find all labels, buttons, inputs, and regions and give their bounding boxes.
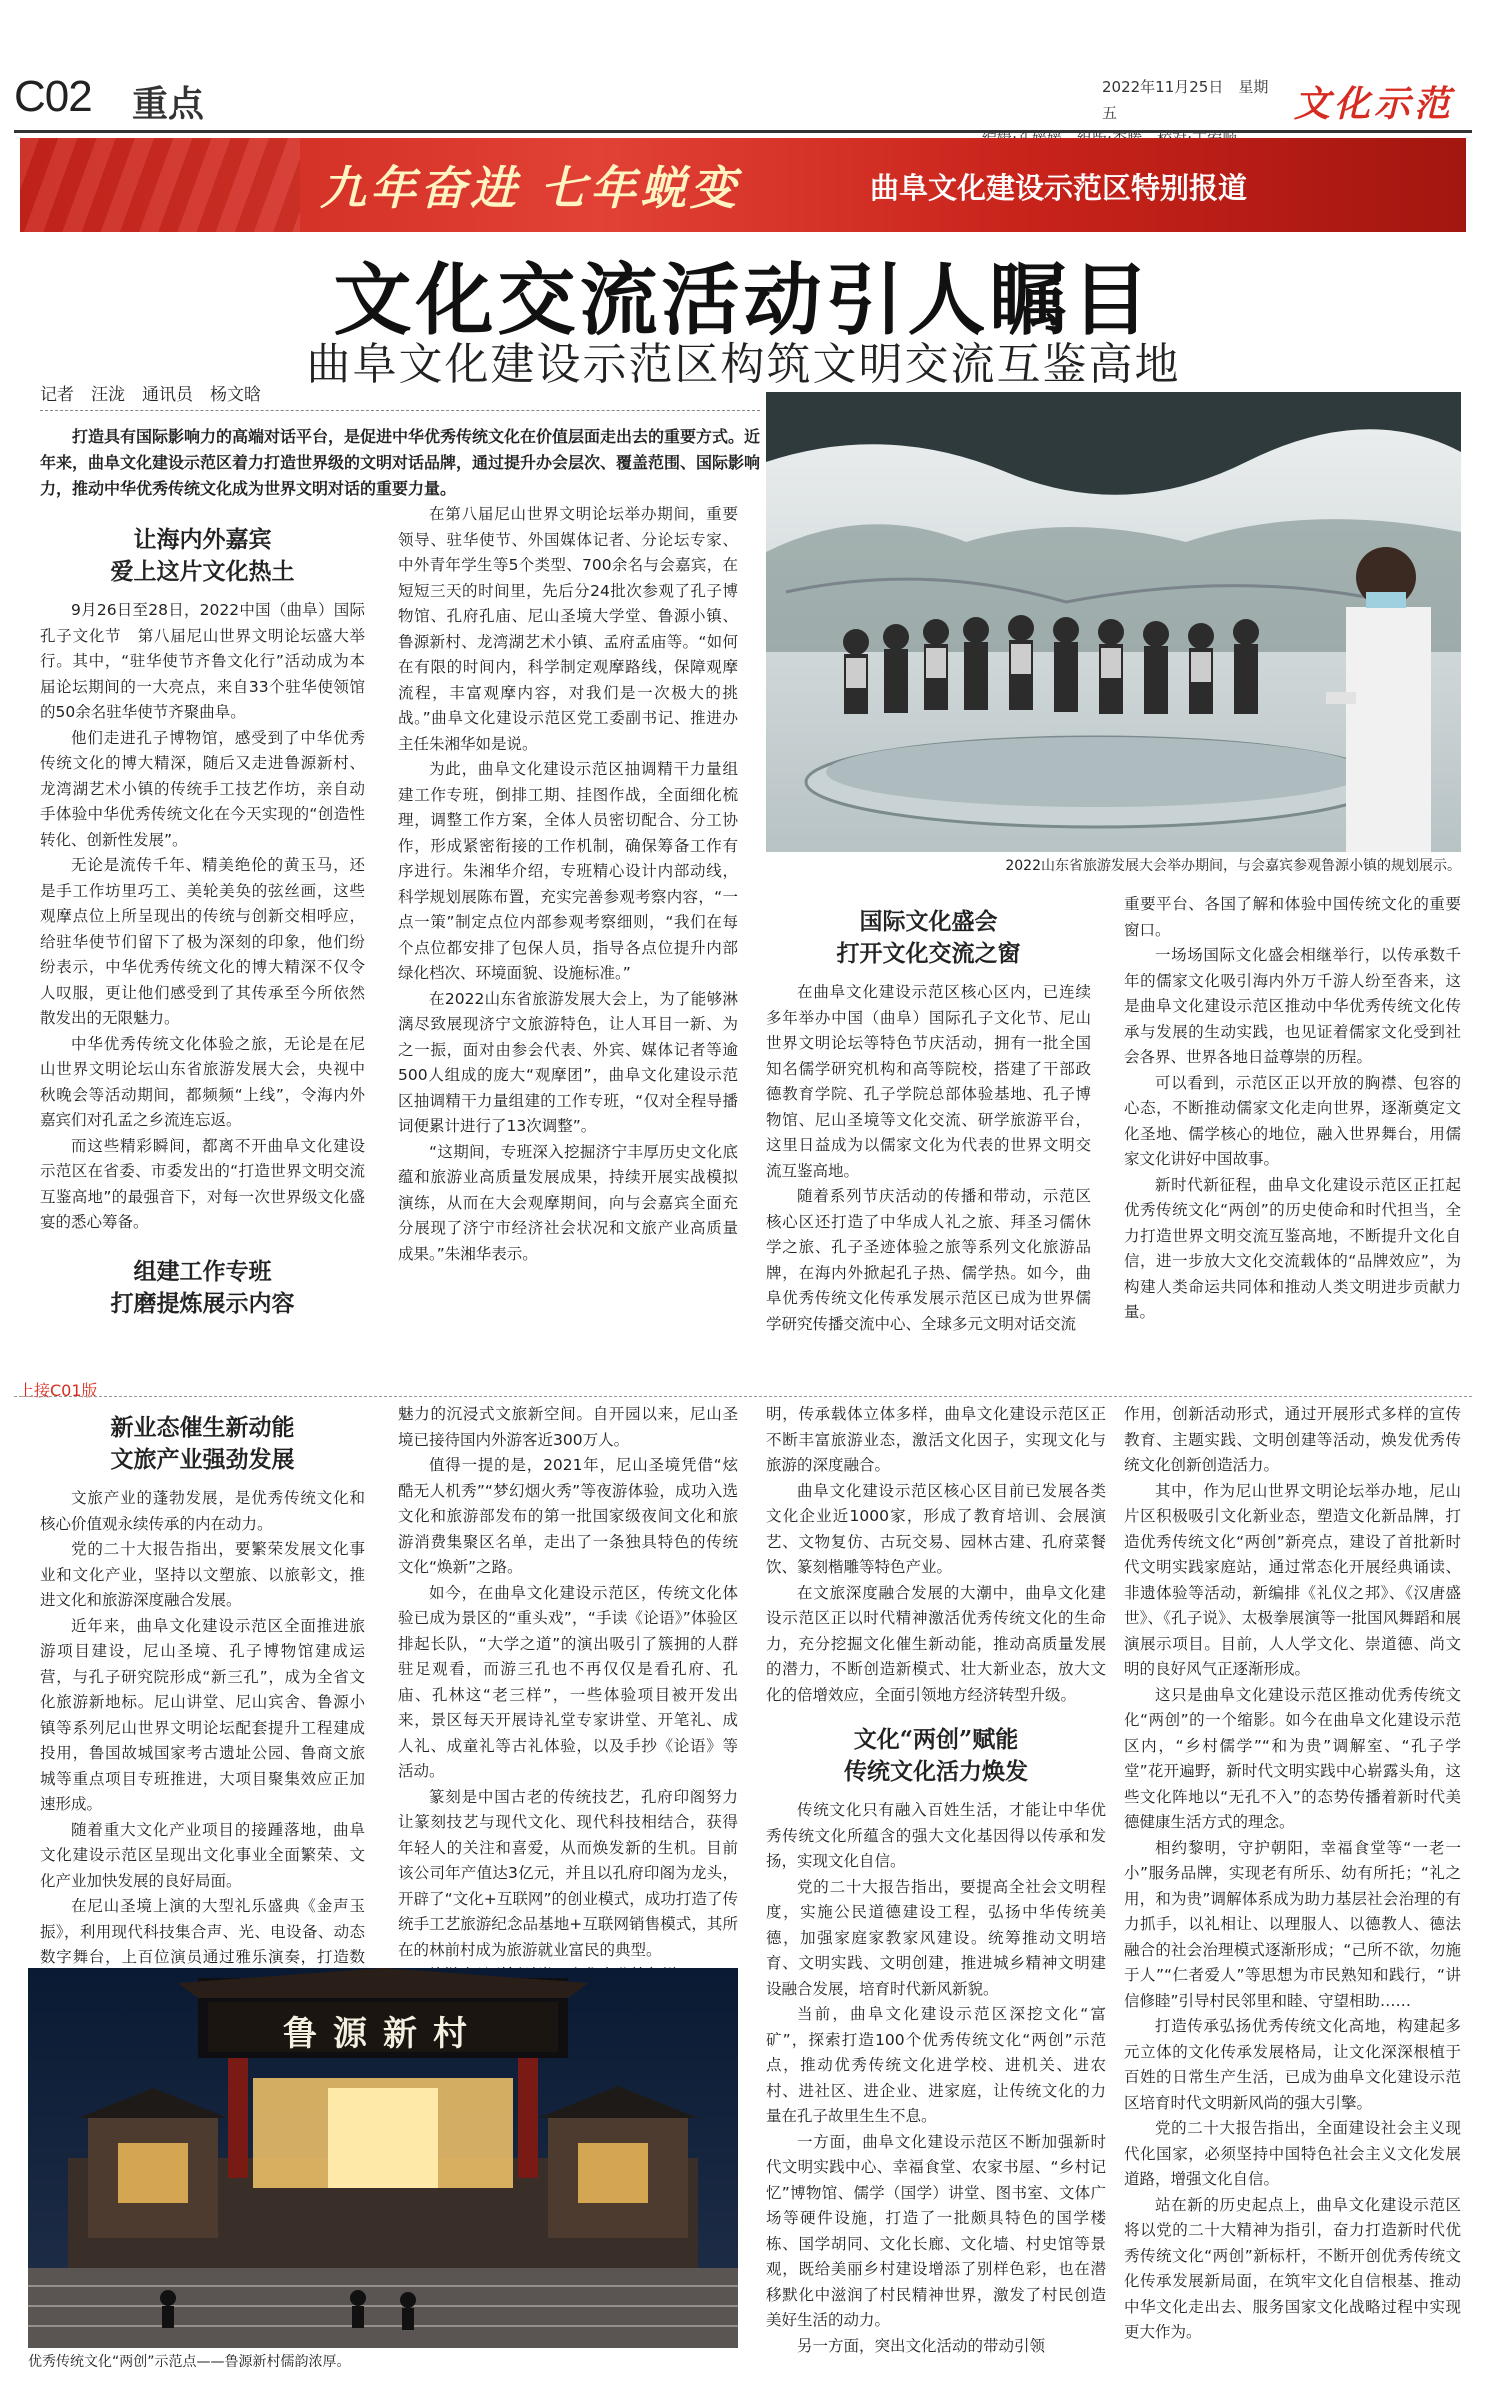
section-divider — [14, 1396, 1472, 1397]
continued-from-label: 上接C01版 — [18, 1381, 98, 1400]
subheading — [766, 906, 1091, 970]
subheading-line: 传统文化活力焕发 — [844, 1758, 1028, 1785]
paragraph: 他们走进孔子博物馆，感受到了中华优秀传统文化的博大精深，随后又走进鲁源新村、龙湾湖艺术小镇的传统手工技艺作坊，亲自动手体验中华优秀传统文化在今天实现的“创造性转化、创新性发展”。 — [40, 728, 365, 849]
paragraph: 一场场国际文化盛会相继举行，以传承数千年的儒家文化吸引海内外万千游人纷至沓来，这是曲阜文化建设示范区推动中华优秀传统文化传承与发展的生动实践，也见证着儒家文化受到社会各界、世界各地日益尊崇的历程。 — [1124, 946, 1461, 1066]
paragraph: 值得一提的是，2021年，尼山圣境凭借“炫酷无人机秀”“梦幻烟火秀”等夜游体验，成功入选文化和旅游部发布的第一批国家级夜间文化和旅游消费集聚区名单，走出了一条独具特色的传统文化“焕新”之路。 — [398, 1456, 738, 1576]
paragraph: 站在新的历史起点上，曲阜文化建设示范区将以党的二十大精神为指引，奋力打造新时代优秀传统文化“两创”新标杆，不断开创优秀传统文化传承发展新局面，在筑牢文化自信根基、推动中华文化走出去、服务国家文化战略过程中实现更大作为。 — [1124, 2195, 1461, 2341]
subheading-line: 让海内外嘉宾 — [133, 526, 272, 553]
paragraph: 重要平台、各国了解和体验中国传统文化的重要窗口。 — [1124, 895, 1461, 939]
special-report-banner — [20, 138, 1466, 232]
lower-column-1 — [40, 1402, 365, 1966]
issue-date: 2022年11月25日 星期五 — [1102, 78, 1269, 122]
paragraph: 曲阜文化建设示范区核心区目前已发展各类文化企业近1000家，形成了教育培训、会展演艺、文物复仿、古玩交易、园林古建、孔府菜餐饮、篆刻楷雕等特色产业。 — [766, 1481, 1106, 1576]
page-number: C02 — [14, 72, 92, 121]
subheading-line: 国际文化盛会 — [859, 908, 998, 935]
paragraph: 传统文化只有融入百姓生活，才能让中华优秀传统文化所蕴含的强大文化基因得以传承和发扬，实现文化自信。 — [766, 1801, 1106, 1870]
photo-caption: 2022山东省旅游发展大会举办期间，与会嘉宾参观鲁源小镇的规划展示。 — [1005, 858, 1461, 874]
paragraph: 魅力的沉浸式文旅新空间。自开园以来，尼山圣境已接待国内外游客近300万人。 — [398, 1405, 738, 1449]
lead-paragraph: 打造具有国际影响力的高端对话平台，是促进中华优秀传统文化在价值层面走出去的重要方式。近年来，曲阜文化建设示范区着力打造世界级的文明对话品牌，通过提升办会层次、覆盖范围、国际影响力，推动中华优秀传统文化成为世界文明对话的重要力量。 — [40, 427, 761, 498]
paragraph: 新时代新征程，曲阜文化建设示范区正扛起优秀传统文化“两创”的历史使命和时代担当，全力打造世界文明交流互鉴高地，不断提升文化自信，进一步放大文化交流载体的“品牌效应”，为构建人类命运共同体和推动人类文明进步贡献力量。 — [1124, 1175, 1461, 1321]
paragraph: 当前，曲阜文化建设示范区深挖文化“富矿”，探索打造100个优秀传统文化“两创”示范点，推动优秀传统文化进学校、进机关、进农村、进社区、进企业、进家庭，让传统文化的力量在孔子故里生生不息。 — [766, 2005, 1106, 2125]
paragraph: 在文旅深度融合发展的大潮中，曲阜文化建设示范区正以时代精神激活优秀传统文化的生命力，充分挖掘文化催生新动能，推动高质量发展的潜力，不断创造新模式、壮大新业态，放大文化的倍增效应，全面引领地方经济转型升级。 — [766, 1583, 1106, 1704]
photo-exhibition-visit — [766, 392, 1461, 852]
subheading-line: 文化“两创”赋能 — [853, 1726, 1019, 1753]
paragraph: 明，传承载体立体多样，曲阜文化建设示范区正不断丰富旅游业态，激活文化因子，实现文化与旅游的深度融合。 — [766, 1405, 1106, 1474]
paragraph: 这只是曲阜文化建设示范区推动优秀传统文化“两创”的一个缩影。如今在曲阜文化建设示范区内，“乡村儒学”“和为贵”调解室、“孔子学堂”花开遍野，新时代文明实践中心崭露头角，这些文化阵地以“无孔不入”的态势传播着新时代美德健康生活方式的理念。 — [1124, 1685, 1461, 1831]
paragraph: 随着重大文化产业项目的接踵落地，曲阜文化建设示范区呈现出文化事业全面繁荣、文化产业加快发展的良好局面。 — [40, 1820, 365, 1890]
upper-column-2 — [398, 502, 738, 1372]
sub-headline: 曲阜文化建设示范区构筑文明交流互鉴高地 — [306, 339, 1181, 390]
subheading-line: 组建工作专班 — [133, 1257, 272, 1285]
upper-column-3 — [766, 892, 1091, 1374]
masthead — [14, 70, 1472, 130]
upper-column-4 — [1124, 892, 1461, 1374]
paragraph: “这期间，专班深入挖掘济宁丰厚历史文化底蕴和旅游业高质量发展成果，持续开展实战模拟演练，从而在大会观摩期间，向与会嘉宾全面充分展现了济宁市经济社会状况和文旅产业高质量成果。”朱湘华表示。 — [398, 1142, 738, 1263]
lower-column-2 — [398, 1402, 738, 1962]
paragraph: 而这些精彩瞬间，都离不开曲阜文化建设示范区在省委、市委发出的“打造世界文明交流互鉴高地”的最强音下，对每一次世界级文化盛宴的悉心筹备。 — [40, 1136, 365, 1231]
paragraph: 文旅产业的蓬勃发展，是优秀传统文化和核心价值观永续传承的内在动力。 — [40, 1489, 365, 1533]
lower-column-3 — [766, 1402, 1106, 2362]
paragraph: 作用，创新活动形式，通过开展形式多样的宣传教育、主题实践、文明创建等活动，焕发优秀传统文化创新创造活力。 — [1124, 1405, 1461, 1474]
paragraph: 9月26日至28日，2022中国（曲阜）国际孔子文化节 第八届尼山世界文明论坛盛大举行。其中，“驻华使节齐鲁文化行”活动成为本届论坛期间的一大亮点，来自33个驻华使领馆的50余名驻华使节齐聚曲阜。 — [40, 601, 365, 721]
paragraph: 近年来，曲阜文化建设示范区全面推进旅游项目建设，尼山圣境、孔子博物馆建成运营，与孔子研究院形成“新三孔”，成为全省文化旅游新地标。尼山讲堂、尼山宾舍、鲁源小镇等系列尼山世界文明论坛配套提升工程建成投用，鲁国故城国家考古遗址公园、鲁商文旅城等重点项目专班推进，大项目聚集效应正加速形成。 — [40, 1616, 365, 1813]
paragraph: 无论是流传千年、精美绝伦的黄玉马，还是手工作坊里巧工、美轮美奂的弦丝画，这些观摩点位上所呈现出的传统与创新交相呼应，给驻华使节们留下了极为深刻的印象，他们纷纷表示，中华优秀传统文化的博大精深不仅令人叹服，更让他们感受到了其传承至今所依然散发出的无限魅力。 — [40, 856, 365, 1027]
paragraph: 可以看到，示范区正以开放的胸襟、包容的心态，不断推动儒家文化走向世界，逐渐奠定文化圣地、儒学核心的地位，融入世界舞台，用儒家文化讲好中国故事。 — [1124, 1073, 1461, 1168]
byline-rule — [40, 410, 760, 411]
subheading — [40, 1412, 365, 1476]
subheading-line: 打磨提炼展示内容 — [110, 1289, 295, 1317]
paragraph: 篆刻是中国古老的传统技艺，孔府印阁努力让篆刻技艺与现代文化、现代科技相结合，获得年轻人的关注和喜爱，从而焕发新的生机。目前该公司年产值达3亿元，并且以孔府印阁为龙头，开辟了“文化+互联网”的创业模式，成功打造了传统手工艺旅游纪念品基地+互联网销售模式，其所在的林前村成为旅游就业富民的典型。 — [398, 1787, 738, 1959]
banner-slogan: 九年奋进 七年蜕变 — [320, 161, 741, 215]
upper-column-1 — [40, 514, 365, 1374]
paragraph: 为此，曲阜文化建设示范区抽调精干力量组建工作专班，倒排工期、挂图作战，全面细化梳理，调整工作方案，全体人员密切配合、分工协作，形成紧密衔接的工作机制，确保筹备工作有序进行。朱湘华介绍，专班精心设计内部动线，科学规划展陈布置，充实完善参观考察内容，“一点一策”制定点位内部参观考察细则，“我们在每个点位都安排了包保人员，指导各点位提升内部绿化档次、环境面貌、设施标准。” — [398, 760, 738, 982]
subheading — [766, 1724, 1106, 1788]
headline: 文化交流活动引人瞩目 — [333, 255, 1154, 346]
paragraph: 在尼山圣境上演的大型礼乐盛典《金声玉振》，利用现代科技集合声、光、电设备、动态数字舞台，上百位演员通过雅乐演奏，打造数 — [40, 1897, 365, 1966]
subheading-line: 爱上这片文化热土 — [110, 558, 295, 585]
paragraph: 如今，在曲阜文化建设示范区，传统文化体验已成为景区的“重头戏”，“手读《论语》”体验区排起长队，“大学之道”的演出吸引了簇拥的人群驻足观看，而游三孔也不再仅仅是看孔府、孔庙、孔林这“老三样”，一些体验项目被开发出来，景区每天开展诗礼堂专家讲堂、开笔礼、成人礼、成童礼等古礼体验，以及手抄《论语》等活动。 — [398, 1583, 738, 1780]
paragraph: 另一方面，突出文化活动的带动引领 — [797, 2336, 1046, 2355]
banner-subtitle: 曲阜文化建设示范区特别报道 — [870, 171, 1248, 205]
subheading-line: 文旅产业强劲发展 — [110, 1446, 295, 1473]
exhibition-photo-illustration — [766, 392, 1461, 852]
subheading — [40, 1256, 365, 1320]
subheading-line: 新业态催生新动能 — [110, 1414, 295, 1441]
paragraph: 打造传承弘扬优秀传统文化高地，构建起多元立体的文化传承发展格局，让文化深深根植于百姓的日常生产生活，已成为曲阜文化建设示范区培育时代文明新风尚的强大引擎。 — [1124, 2017, 1461, 2112]
photo-luyuan-village — [28, 1968, 738, 2348]
paragraph: 相约黎明，守护朝阳，幸福食堂等“一老一小”服务品牌，实现老有所乐、幼有所托；“礼之用，和为贵”调解体系成为助力基层社会治理的有力抓手，以礼相让、以理服人、以德教人、德法融合的社会治理模式逐渐形成；“己所不欲，勿施于人”“仁者爱人”等思想为市民熟知和践行，“讲信修睦”引导村民邻里和睦、守望相助…… — [1124, 1838, 1461, 2010]
paragraph: 在曲阜文化建设示范区核心区内，已连续多年举办中国（曲阜）国际孔子文化节、尼山世界文明论坛等特色节庆活动，拥有一批全国知名儒学研究机构和高等院校，搭建了干部政德教育学院、孔子学院总部体验基地、孔子博物馆、尼山圣境等文化交流、研学旅游平台，这里日益成为以儒家文化为代表的世界文明交流互鉴高地。 — [766, 983, 1091, 1180]
masthead-rule — [14, 130, 1472, 133]
paragraph: 中华优秀传统文化体验之旅，无论是在尼山世界文明论坛山东省旅游发展大会，央视中秋晚会等活动期间，都频频“上线”，令海内外嘉宾们对孔孟之乡流连忘返。 — [40, 1034, 365, 1129]
paragraph: 一方面，曲阜文化建设示范区不断加强新时代文明实践中心、幸福食堂、农家书屋、“乡村记忆”博物馆、儒学（国学）讲堂、图书室、文体广场等硬件设施，打造了一批颇具特色的国学楼栋、国学胡同、文化长廊、文化墙、村史馆等景观，既给美丽乡村建设增添了别样色彩，也在潜移默化中滋润了村民精神世界，激发了村民创造美好生活的动力。 — [766, 2132, 1106, 2329]
photo-caption: 优秀传统文化“两创”示范点——鲁源新村儒韵浓厚。 — [28, 2354, 351, 2370]
paragraph: 党的二十大报告指出，要繁荣发展文化事业和文化产业，坚持以文塑旅、以旅彰文，推进文化和旅游深度融合发展。 — [40, 1540, 365, 1609]
subheading — [40, 524, 365, 588]
subheading-line: 打开文化交流之窗 — [836, 940, 1021, 967]
paragraph: 党的二十大报告指出，全面建设社会主义现代化国家，必须坚持中国特色社会主义文化发展道路，增强文化自信。 — [1124, 2119, 1461, 2188]
paragraph: 党的二十大报告指出，要提高全社会文明程度，实施公民道德建设工程，弘扬中华传统美德，加强家庭家教家风建设。统筹推动文明培育、文明实践、文明创建，推进城乡精神文明建设融合发展，培育时代新风新貌。 — [766, 1877, 1106, 1998]
brand-logo: 文化示范 — [1294, 84, 1455, 125]
section-name: 重点 — [132, 84, 205, 125]
byline: 记者 汪泷 通讯员 杨文晗 — [40, 385, 261, 405]
paragraph: 在第八届尼山世界文明论坛举办期间，重要领导、驻华使节、外国媒体记者、分论坛专家、中外青年学生等5个类型、700余名与会嘉宾，在短短三天的时间里，先后分24批次参观了孔子博物馆、孔府孔庙、尼山圣境大学堂、鲁源小镇、鲁源新村、龙湾湖艺术小镇、孟府孟庙等。“如何在有限的时间内，科学制定观摩路线，保障观摩流程，丰富观摩内容，对我们是一次极大的挑战。”曲阜文化建设示范区党工委副书记、推进办主任朱湘华如是说。 — [398, 505, 738, 753]
paragraph: 其中，作为尼山世界文明论坛举办地，尼山片区积极吸引文化新业态，塑造文化新品牌，打造优秀传统文化“两创”新亮点，建设了首批新时代文明实践家庭站，通过常态化开展经典诵读、非遗体验等活动，新编排《礼仪之邦》、《汉唐盛世》、《孔子说》、太极拳展演等一批国风舞蹈和展演展示项目。目前，人人学文化、崇道德、尚文明的良好风气正逐渐形成。 — [1124, 1481, 1461, 1678]
banner-decoration — [20, 138, 300, 232]
paragraph: 在2022山东省旅游发展大会上，为了能够淋漓尽致展现济宁文旅游特色，让人耳目一新、为之一振，面对由参会代表、外宾、媒体记者等逾500人组成的庞大“观摩团”，曲阜文化建设示范区抽调精干力量组建的工作专班，“仅对全程导播词便累计进行了13次调整”。 — [398, 989, 738, 1135]
lower-column-4 — [1124, 1402, 1461, 2362]
village-sign: 鲁源新村 — [283, 2014, 483, 2054]
paragraph: 随着系列节庆活动的传播和带动，示范区核心区还打造了中华成人礼之旅、拜圣习儒休学之旅、孔子圣迹体验之旅等系列文化旅游品牌，在海内外掀起孔子热、儒学热。如今，曲阜优秀传统文化传承发展示范区已成为世界儒学研究传播交流中心、全球多元文明对话交流 — [766, 1187, 1091, 1333]
